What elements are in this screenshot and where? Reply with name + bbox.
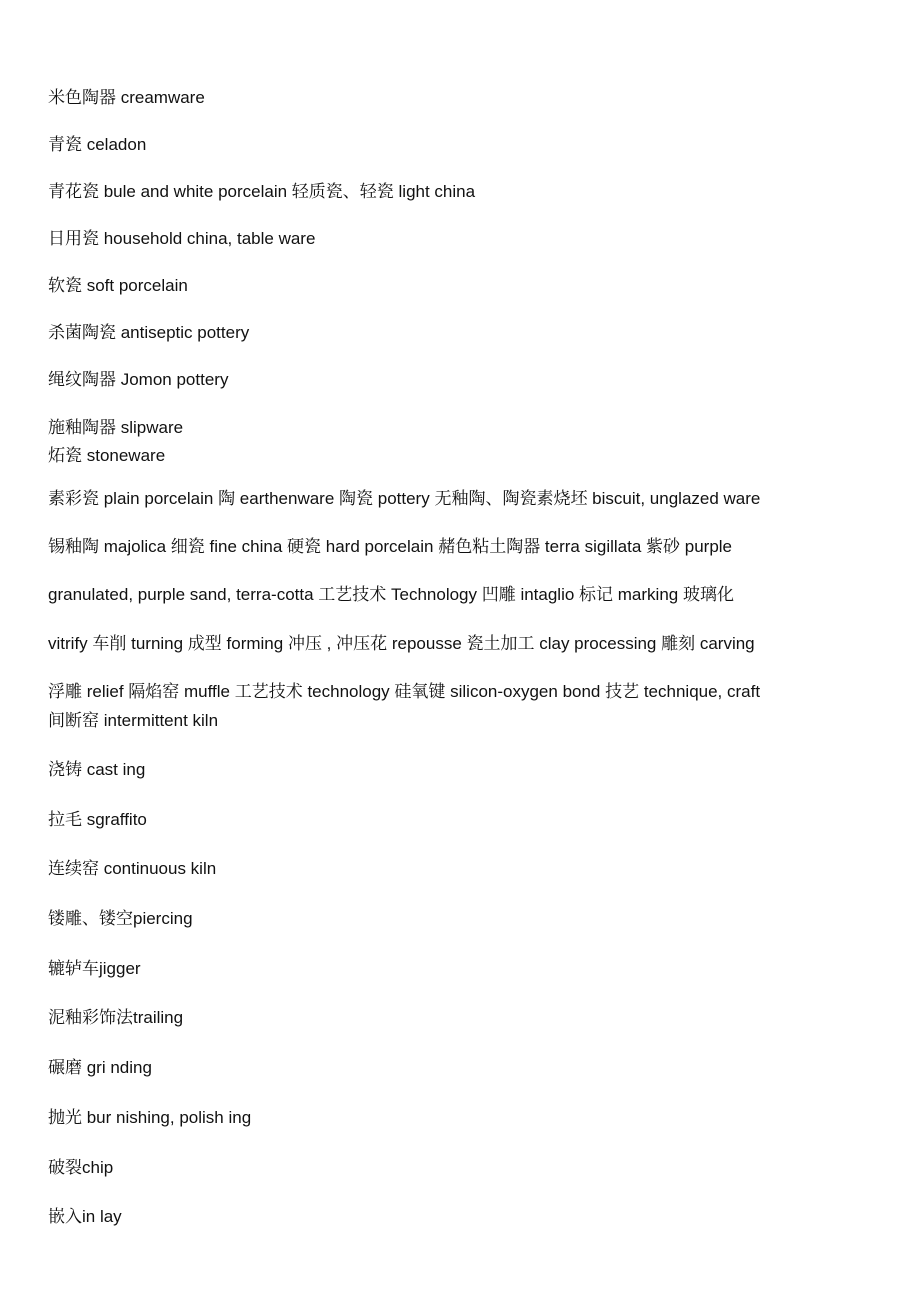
term-line: 锡釉陶 majolica 细瓷 fine china 硬瓷 hard porcelain 赭色粘土陶器 terra sigillata 紫砂 purple xyxy=(48,537,733,556)
term-line: 拉毛 sgraffito xyxy=(48,810,147,829)
term-line: 素彩瓷 plain porcelain 陶 earthenware 陶瓷 pottery 无釉陶、陶瓷素烧坯 biscuit, unglazed ware xyxy=(48,489,761,508)
term-line: 浮雕 relief 隔焰窑 muffle 工艺技术 technology 硅氧键 silicon-oxygen bond 技艺 technique, craft xyxy=(48,682,761,701)
term-line: 碾磨 gri nding xyxy=(48,1058,152,1077)
term-line: 连续窑 continuous kiln xyxy=(48,859,217,878)
term-line: 泥釉彩饰法trailing xyxy=(48,1008,184,1027)
term-line: vitrify 车削 turning 成型 forming 冲压 , 冲压花 repousse 瓷土加工 clay processing 雕刻 carving xyxy=(48,634,755,653)
term-line: 破裂chip xyxy=(48,1158,114,1177)
term-line: 日用瓷 household china, table ware xyxy=(48,229,316,248)
term-line: 嵌入in lay xyxy=(48,1207,122,1226)
term-line: 浇铸 cast ing xyxy=(48,760,146,779)
term-line: granulated, purple sand, terra-cotta 工艺技术 Technology 凹雕 intaglio 标记 marking 玻璃化 xyxy=(48,585,734,604)
term-line: 间断窑 intermittent kiln xyxy=(48,711,219,730)
term-line: 镂雕、镂空piercing xyxy=(48,909,193,928)
term-line: 杀菌陶瓷 antiseptic pottery xyxy=(48,323,250,342)
term-line: 软瓷 soft porcelain xyxy=(48,276,188,295)
term-line: 青花瓷 bule and white porcelain 轻质瓷、轻瓷 light china xyxy=(48,182,476,201)
term-line: 施釉陶器 slipware xyxy=(48,418,184,437)
term-line: 抛光 bur nishing, polish ing xyxy=(48,1108,252,1127)
term-line: 青瓷 celadon xyxy=(48,135,147,154)
term-line: 绳纹陶器 Jomon pottery xyxy=(48,370,229,389)
term-line: 辘轳车jigger xyxy=(48,959,141,978)
term-line: 米色陶器 creamware xyxy=(48,88,205,107)
term-line: 炻瓷 stoneware xyxy=(48,446,166,465)
